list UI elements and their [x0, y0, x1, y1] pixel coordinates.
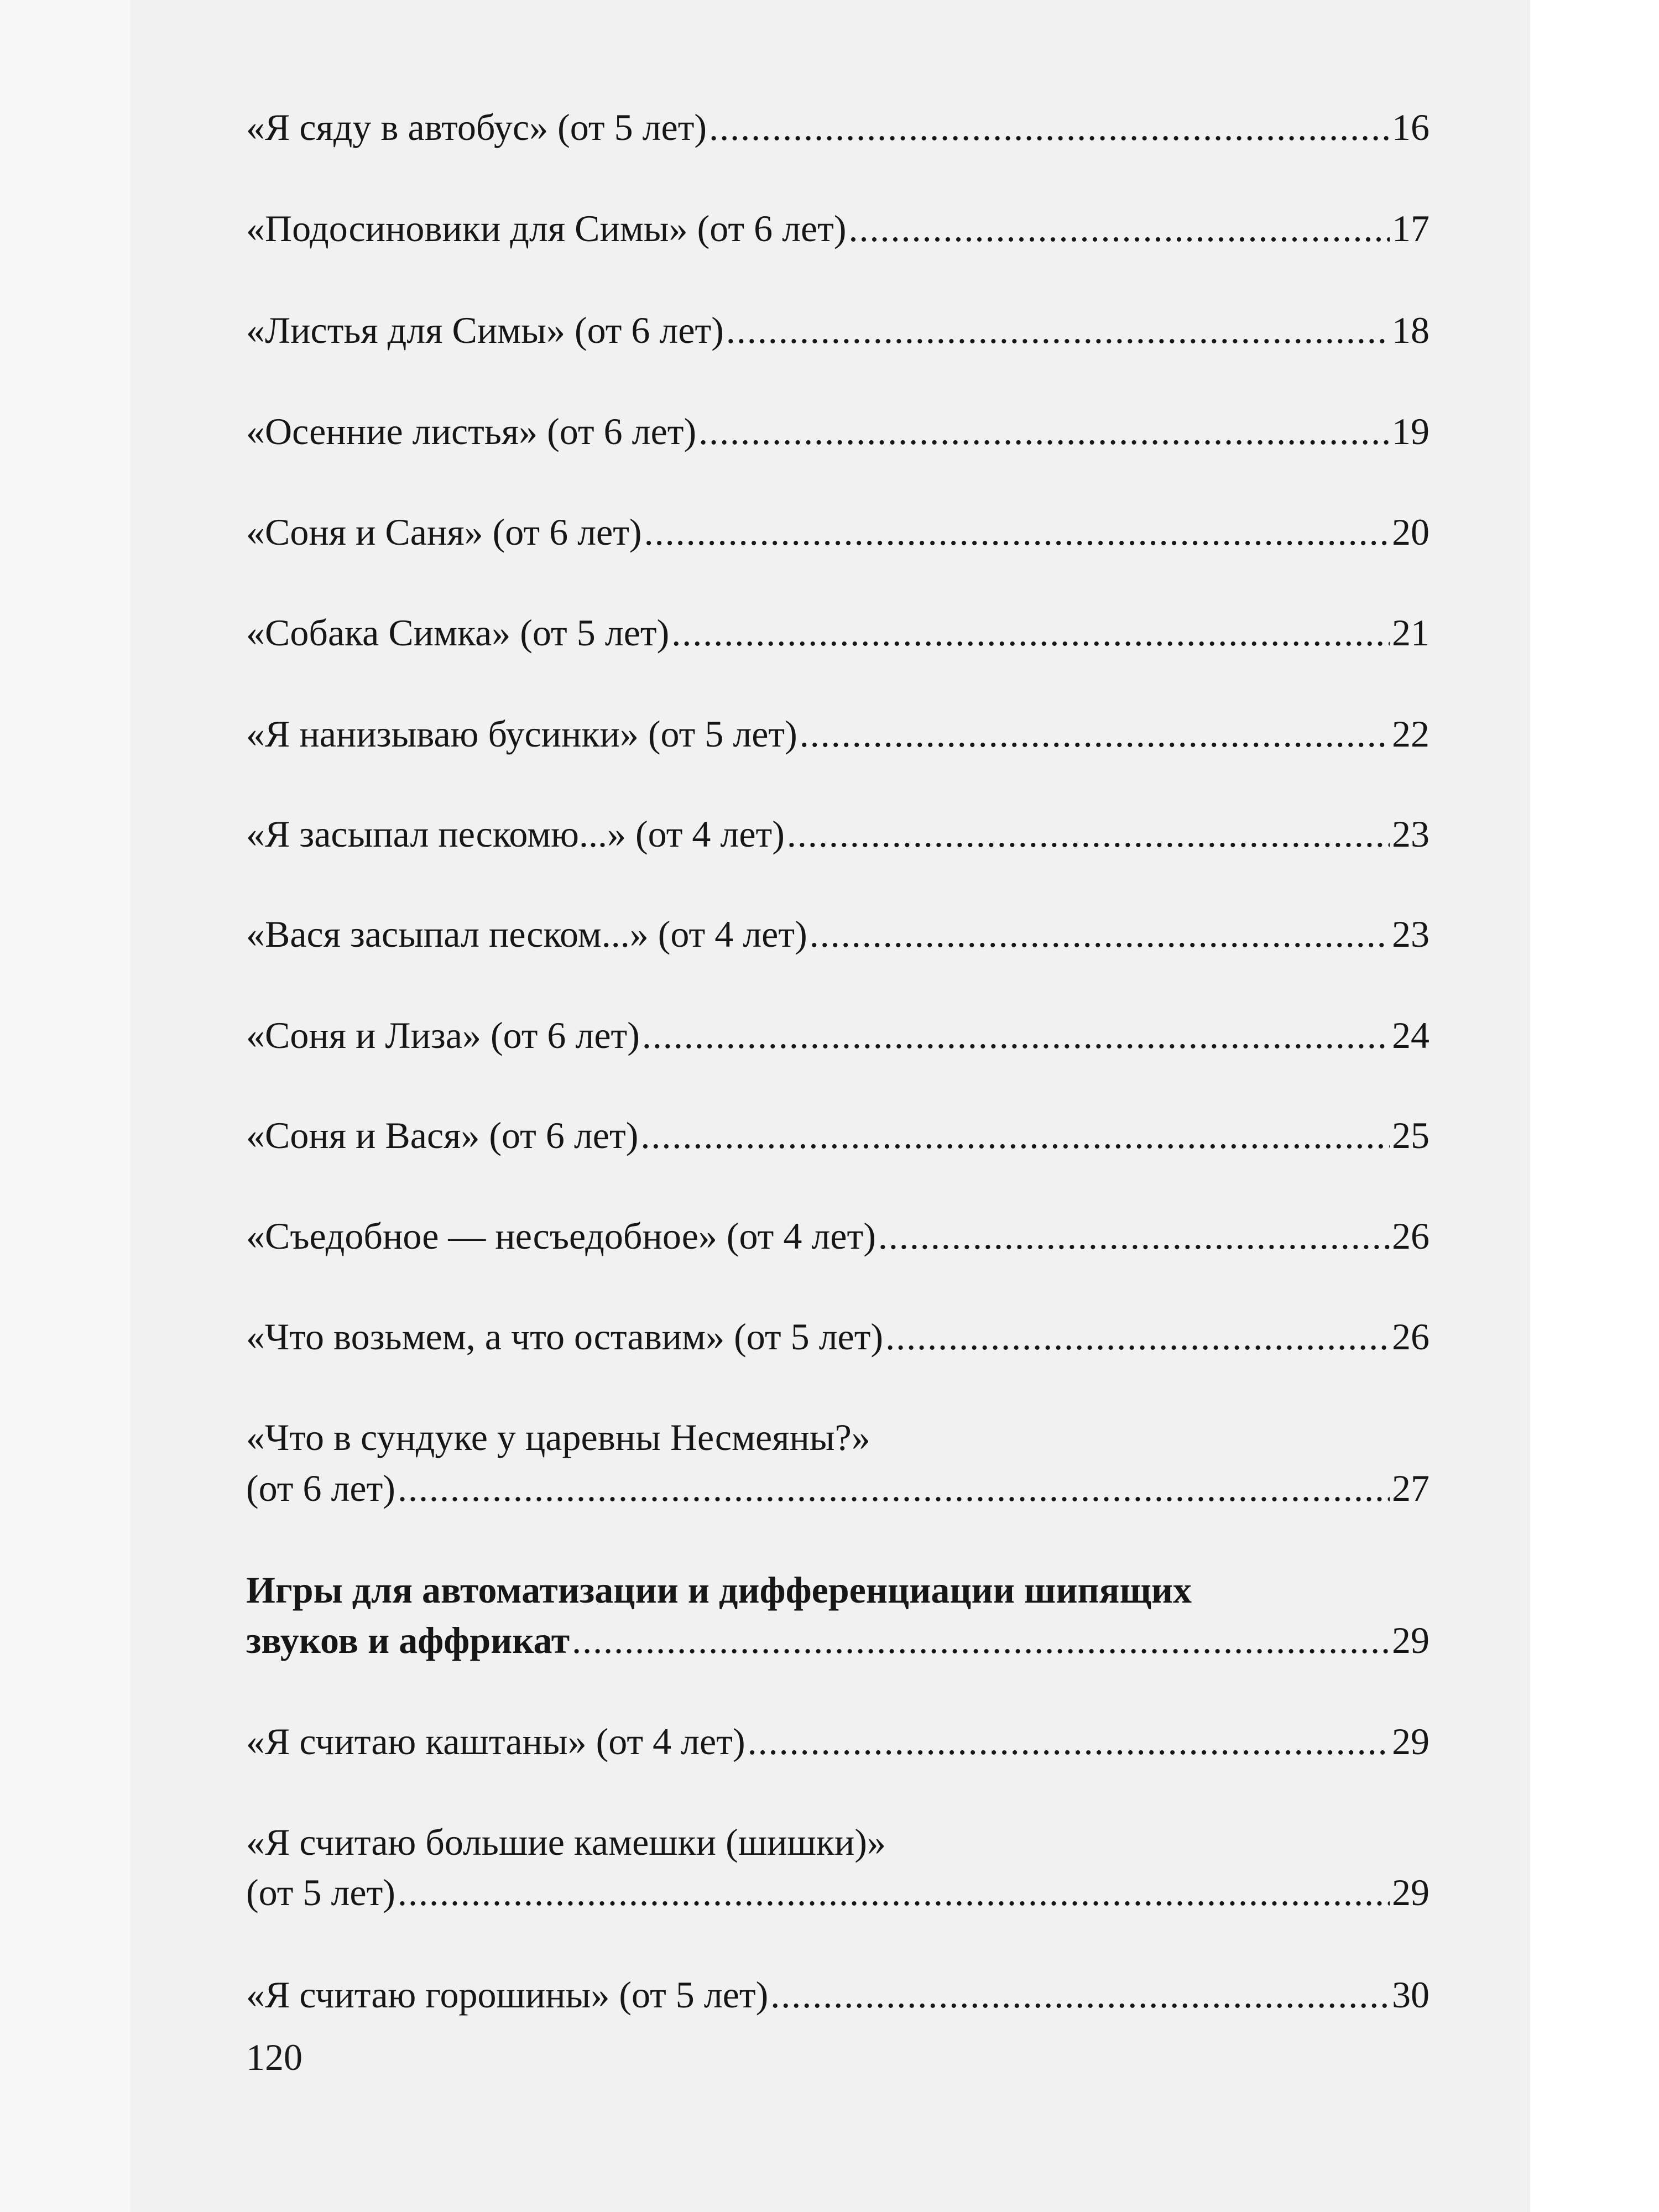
toc-entry-title: «Осенние листья» (от 6 лет) [246, 410, 697, 452]
toc-entry-page: 20 [1392, 511, 1430, 553]
toc-entry [246, 1013, 1430, 1057]
dot-leader [748, 1719, 1390, 1764]
toc-entry-title: «Я считаю горошины» (от 5 лет) [246, 1974, 769, 2016]
dot-leader [698, 409, 1390, 453]
toc-entry-page: 29 [1392, 1720, 1430, 1762]
toc-entry-title-line1: «Что в сундуке у царевны Несмеяны?» [246, 1416, 870, 1458]
dot-leader [787, 812, 1390, 856]
toc-entry [246, 409, 1430, 453]
toc-entry-page: 29 [1392, 1619, 1430, 1661]
toc-entry-page: 21 [1392, 612, 1430, 654]
toc-entry-title: «Что возьмем, а что оставим» (от 5 лет) [246, 1316, 884, 1358]
section-heading-title-line1: Игры для автоматизации и дифференциации шипящих [246, 1569, 1192, 1611]
toc-entry [246, 611, 1430, 655]
toc-entry [246, 206, 1430, 251]
toc-entry [246, 1113, 1430, 1157]
toc-entry-title: «Подосиновики для Симы» (от 6 лет) [246, 207, 847, 249]
toc-entry-page: 26 [1392, 1316, 1430, 1358]
toc-entry-title: «Я нанизываю бусинки» (от 5 лет) [246, 713, 797, 755]
dot-leader [800, 712, 1390, 756]
toc-entry-page: 23 [1392, 813, 1430, 855]
dot-leader [642, 1013, 1390, 1057]
toc-entry-line1 [246, 1820, 1430, 1864]
toc-entry [246, 105, 1430, 149]
dot-leader [770, 1973, 1390, 2017]
dot-leader [849, 206, 1390, 251]
dot-leader [640, 1113, 1390, 1157]
toc-entry-title: «Соня и Вася» (от 6 лет) [246, 1114, 639, 1156]
toc-entry-title: «Листья для Симы» (от 6 лет) [246, 309, 724, 351]
toc-entry [246, 1870, 1430, 1914]
section-heading-line1 [246, 1568, 1430, 1612]
toc-entry [246, 1973, 1430, 2017]
toc-entry [246, 308, 1430, 352]
toc-entry-page: 24 [1392, 1014, 1430, 1056]
toc-entry [246, 712, 1430, 756]
toc-entry-page: 30 [1392, 1974, 1430, 2016]
toc-entry [246, 912, 1430, 956]
toc-entry-page: 29 [1392, 1871, 1430, 1913]
toc-entry [246, 510, 1430, 554]
dot-leader [398, 1870, 1390, 1914]
toc-entry [246, 1719, 1430, 1764]
toc-entry-title: «Соня и Саня» (от 6 лет) [246, 511, 642, 553]
toc-entry-title: «Вася засыпал песком...» (от 4 лет) [246, 913, 807, 955]
toc-entry [246, 1214, 1430, 1258]
dot-leader [885, 1314, 1390, 1359]
toc-entry-page: 17 [1392, 207, 1430, 249]
page-number: 120 [246, 2036, 302, 2078]
toc-entry-title: «Соня и Лиза» (от 6 лет) [246, 1014, 640, 1056]
dot-leader [572, 1618, 1390, 1662]
toc-entry-title: «Я считаю каштаны» (от 4 лет) [246, 1720, 745, 1762]
section-heading-title: звуков и аффрикат [246, 1619, 570, 1661]
toc-entry-title: «Собака Симка» (от 5 лет) [246, 612, 670, 654]
toc-entry-page: 23 [1392, 913, 1430, 955]
toc-entry-title: «Я сяду в автобус» (от 5 лет) [246, 106, 707, 148]
dot-leader [726, 308, 1390, 352]
toc-entry-title-line1: «Я считаю большие камешки (шишки)» [246, 1821, 886, 1863]
toc-entry-page: 18 [1392, 309, 1430, 351]
dot-leader [810, 912, 1390, 956]
toc-entry-page: 26 [1392, 1215, 1430, 1257]
toc-entry-title: «Съедобное — несъедобное» (от 4 лет) [246, 1215, 876, 1257]
page-right-edge [1530, 0, 1659, 2212]
toc-entry [246, 1314, 1430, 1359]
dot-leader [398, 1466, 1390, 1510]
toc-entry-line1 [246, 1415, 1430, 1459]
dot-leader [878, 1214, 1390, 1258]
toc-entry [246, 812, 1430, 856]
toc-entry-title: (от 6 лет) [246, 1467, 395, 1509]
toc-entry-page: 22 [1392, 713, 1430, 755]
dot-leader [671, 611, 1390, 655]
toc-entry [246, 1466, 1430, 1510]
section-heading [246, 1618, 1430, 1662]
toc-entry-page: 16 [1392, 106, 1430, 148]
toc-entry-title: (от 5 лет) [246, 1871, 395, 1913]
page-left-margin [0, 0, 130, 2212]
dot-leader [644, 510, 1390, 554]
toc-entry-page: 25 [1392, 1114, 1430, 1156]
dot-leader [709, 105, 1390, 149]
toc-entry-title: «Я засыпал пескомю...» (от 4 лет) [246, 813, 785, 855]
toc-entry-page: 27 [1392, 1467, 1430, 1509]
toc-entry-page: 19 [1392, 410, 1430, 452]
